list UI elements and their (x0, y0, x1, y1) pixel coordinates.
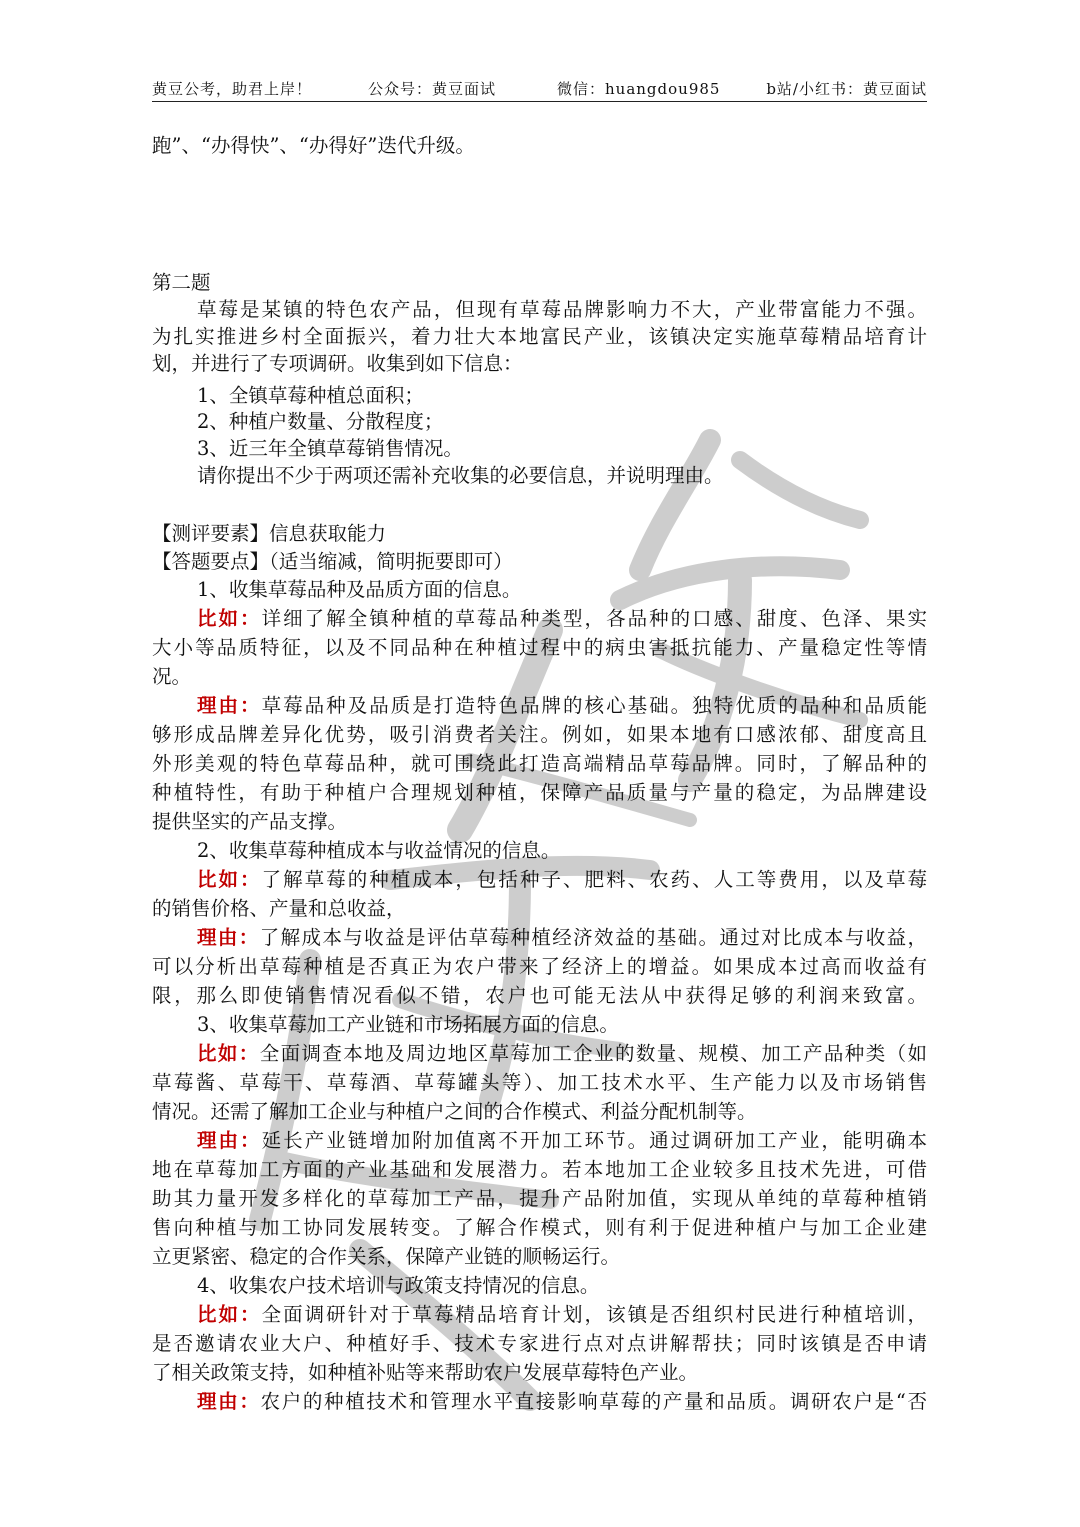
header-slogan: 黄豆公考，助君上岸！ (152, 80, 313, 98)
continuation-text: 跑”、“办得快”、“办得好”迭代升级。 (152, 134, 475, 157)
section-title: 2、收集草莓种植成本与收益情况的信息。 (197, 839, 561, 862)
info-item: 3、近三年全镇草莓销售情况。 (197, 437, 463, 460)
info-item: 1、全镇草莓种植总面积； (197, 384, 424, 407)
example-line: 是否邀请农业大户、种植好手、技术专家进行点对点讲解帮扶；同时该镇是否申请 (152, 1332, 927, 1355)
reason-line: 售向种植与加工协同发展转变。了解合作模式，则有利于促进种植户与加工企业建 (152, 1216, 927, 1239)
reason-line: 可以分析出草莓种植是否真正为农户带来了经济上的增益。如果成本过高而收益有 (152, 955, 927, 978)
example-line: 比如：了解草莓的种植成本，包括种子、肥料、农药、人工等费用，以及草莓 (197, 868, 927, 891)
reason-line: 种植特性，有助于种植户合理规划种植，保障产品质量与产量的稳定，为品牌建设 (152, 781, 927, 804)
example-label: 比如： (197, 868, 262, 891)
example-label: 比如： (197, 1303, 262, 1326)
example-line: 比如：全面调查本地及周边地区草莓加工企业的数量、规模、加工产品种类（如 (197, 1042, 927, 1065)
reason-line: 理由：延长产业链增加附加值离不开加工环节。通过调研加工产业，能明确本 (197, 1129, 927, 1152)
header-gzh: 公众号：黄豆面试 (368, 80, 497, 98)
reason-line: 外形美观的特色草莓品种，就可围绕此打造高端精品草莓品牌。同时，了解品种的 (152, 752, 927, 775)
reason-line: 提供坚实的产品支撑。 (152, 810, 348, 833)
page-header (152, 74, 927, 102)
section-title: 1、收集草莓品种及品质方面的信息。 (197, 578, 522, 601)
example-line: 况。 (152, 665, 192, 688)
header-divider (152, 101, 927, 102)
example-line: 比如：全面调研针对于草莓精品培育计划，该镇是否组织村民进行种植培训， (197, 1303, 927, 1326)
example-label: 比如： (197, 607, 262, 630)
reason-line: 立更紧密、稳定的合作关系，保障产业链的顺畅运行。 (152, 1245, 621, 1268)
example-line: 草莓酱、草莓干、草莓酒、草莓罐头等）、加工技术水平、生产能力以及市场销售 (152, 1071, 927, 1094)
stem-line: 为扎实推进乡村全面振兴，着力壮大本地富民产业，该镇决定实施草莓精品培育计 (152, 325, 927, 348)
reason-label: 理由： (197, 694, 262, 717)
reason-line: 助其力量开发多样化的草莓加工产品，提升产品附加值，实现从单纯的草莓种植销 (152, 1187, 927, 1210)
eval-heading: 【测评要素】信息获取能力 (152, 522, 387, 545)
section-title: 4、收集农户技术培训与政策支持情况的信息。 (197, 1274, 600, 1297)
reason-label: 理由： (197, 1390, 261, 1413)
example-line: 比如：详细了解全镇种植的草莓品种类型，各品种的口感、甜度、色泽、果实 (197, 607, 927, 630)
reason-label: 理由： (197, 1129, 262, 1152)
reason-line: 够形成品牌差异化优势，吸引消费者关注。例如，如果本地有口感浓郁、甜度高且 (152, 723, 927, 746)
info-item: 2、种植户数量、分散程度； (197, 410, 444, 433)
reason-line: 理由：了解成本与收益是评估草莓种植经济效益的基础。通过对比成本与收益， (197, 926, 927, 949)
section-title: 3、收集草莓加工产业链和市场拓展方面的信息。 (197, 1013, 619, 1036)
example-label: 比如： (197, 1042, 260, 1065)
example-line: 了相关政策支持，如种植补贴等来帮助农户发展草莓特色产业。 (152, 1361, 699, 1384)
header-social: b站/小红书：黄豆面试 (766, 80, 927, 98)
reason-line: 理由：农户的种植技术和管理水平直接影响草莓的产量和品质。调研农户是“否 (197, 1390, 927, 1413)
stem-line: 划，并进行了专项调研。收集到如下信息： (152, 352, 523, 375)
example-line: 大小等品质特征，以及不同品种在种植过程中的病虫害抵抗能力、产量稳定性等情 (152, 636, 927, 659)
reason-label: 理由： (197, 926, 260, 949)
example-line: 情况。还需了解加工企业与种植户之间的合作模式、利益分配机制等。 (152, 1100, 757, 1123)
reason-line: 限，那么即使销售情况看似不错，农户也可能无法从中获得足够的利润来致富。 (152, 984, 927, 1007)
reason-line: 地在草莓加工方面的产业基础和发展潜力。若本地加工企业较多且技术先进，可借 (152, 1158, 927, 1181)
question-title: 第二题 (152, 271, 211, 294)
question-ask: 请你提出不少于两项还需补充收集的必要信息，并说明理由。 (197, 464, 724, 487)
stem-line: 草莓是某镇的特色农产品，但现有草莓品牌影响力不大，产业带富能力不强。 (197, 298, 927, 321)
points-heading: 【答题要点】（适当缩减，简明扼要即可） (152, 550, 513, 573)
example-line: 的销售价格、产量和总收益， (152, 897, 406, 920)
reason-line: 理由：草莓品种及品质是打造特色品牌的核心基础。独特优质的品种和品质能 (197, 694, 927, 717)
header-wechat: 微信：huangdou985 (557, 80, 721, 98)
